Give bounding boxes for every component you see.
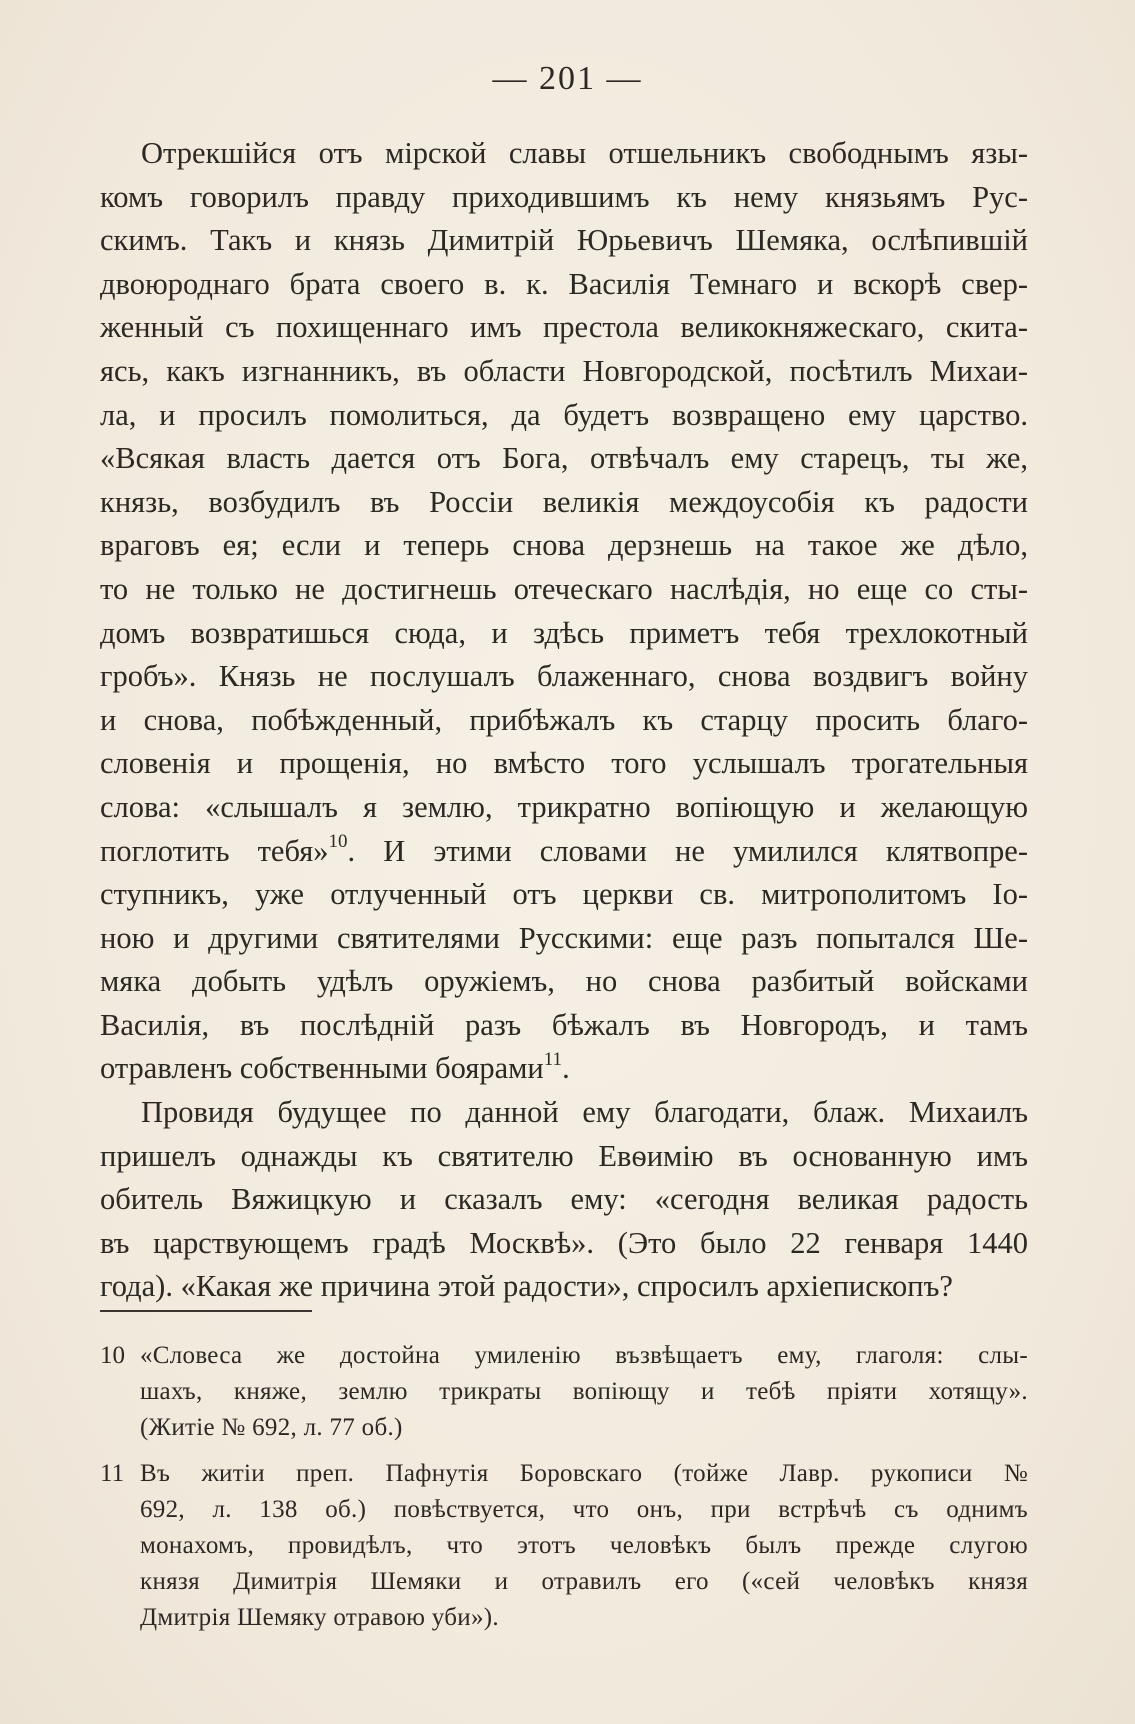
text-line-content: слова: «слышалъ я землю, трикратно вопіющую и желающую	[100, 789, 1028, 824]
text-line-content: «Всякая власть дается отъ Бога, отвѣчалъ ему старецъ, ты же,	[100, 441, 1028, 476]
text-line-content: въ царствующемъ градѣ Москвѣ». (Это было 22 генваря 1440	[100, 1225, 1028, 1260]
text-line-content: и снова, побѣжденный, прибѣжалъ къ старцу просить благо-	[100, 702, 1028, 737]
text-line-content: комъ говорилъ правду приходившимъ къ нему князьямъ Рус-	[100, 179, 1028, 214]
text-line	[100, 481, 1028, 525]
text-line-content: двоюроднаго брата своего в. к. Василія Темнаго и вскорѣ свер-	[100, 266, 1028, 301]
text-line-content: мяка добыть удѣлъ оружіемъ, но снова разбитый войсками	[100, 964, 1028, 999]
text-line-content: ла, и просилъ помолиться, да будетъ возвращено ему царство.	[100, 397, 1028, 432]
footnote-line: «Словеса же достойна умиленію възвѣщаетъ ему, глаголя: слы-	[140, 1342, 1028, 1369]
text-line-content: женный съ похищеннаго имъ престола великокняжескаго, скита-	[100, 310, 1028, 345]
text-line-content: словенія и прощенія, но вмѣсто того услышалъ трогательныя	[100, 746, 1028, 781]
text-line-content: пришелъ однажды къ святителю Евѳимію въ основанную имъ	[100, 1138, 1028, 1173]
text-line-content: обитель Вяжицкую и сказалъ ему: «сегодня великая радость	[100, 1182, 1028, 1217]
main-text	[100, 132, 1028, 1309]
footnote	[100, 1456, 1028, 1636]
text-line-content: отравленъ собственными боярами	[100, 1051, 544, 1086]
text-line	[100, 742, 1028, 786]
text-line-content: поглотить тебя»	[100, 833, 329, 868]
text-line	[100, 873, 1028, 917]
footnote-number: 11	[100, 1460, 125, 1487]
text-line-content: князь, возбудилъ въ Россіи великія междоусобія къ радости	[100, 484, 1028, 519]
footnotes	[100, 1338, 1028, 1646]
text-line-content: скимъ. Такъ и князь Димитрій Юрьевичъ Шемяка, ослѣпившій	[100, 223, 1028, 258]
text-line	[100, 699, 1028, 743]
text-line	[100, 1265, 1028, 1309]
footnote-line: князя Димитрія Шемяки и отравилъ его («сей человѣкъ князя	[140, 1568, 1028, 1595]
text-line	[100, 786, 1028, 830]
text-line	[100, 219, 1028, 263]
footnote-line: 692, л. 138 об.) повѣствуется, что онъ, при встрѣчѣ съ однимъ	[140, 1496, 1028, 1523]
footnote-number: 10	[100, 1342, 125, 1369]
text-line	[100, 306, 1028, 350]
text-line-continuation: .	[562, 1051, 570, 1086]
text-line	[100, 655, 1028, 699]
text-line	[100, 568, 1028, 612]
text-line-content: то не только не достигнешь отеческаго наслѣдія, но еще со сты-	[100, 571, 1028, 606]
text-line	[100, 612, 1028, 656]
text-line	[100, 1135, 1028, 1179]
text-line-content: гробъ». Князь не послушалъ блаженнаго, снова воздвигъ войну	[100, 659, 1028, 694]
text-line-content: ясь, какъ изгнанникъ, въ области Новгородской, посѣтилъ Михаи-	[100, 353, 1028, 388]
footnote	[100, 1338, 1028, 1446]
text-line	[100, 263, 1028, 307]
text-line	[100, 1004, 1028, 1048]
text-line-content: враговъ ея; если и теперь снова дерзнешь на такое же дѣло,	[100, 528, 1028, 563]
footnote-line: шахъ, княже, землю трикраты вопіющу и тебѣ пріяти хотящу».	[140, 1378, 1028, 1405]
text-line	[100, 524, 1028, 568]
text-line-content: домъ возвратишься сюда, и здѣсь приметъ тебя трехлокотный	[100, 615, 1028, 650]
text-line-content: Провидя будущее по данной ему благодати, блаж. Михаилъ	[141, 1095, 1028, 1130]
text-line	[100, 1178, 1028, 1222]
text-line	[100, 132, 1028, 176]
footnote-separator	[100, 1310, 312, 1312]
footnote-reference: 10	[328, 831, 348, 853]
text-line	[100, 960, 1028, 1004]
footnote-line: Въ житіи преп. Пафнутія Боровскаго (тойже Лавр. рукописи №	[140, 1460, 1028, 1487]
page-number: — 201 —	[492, 60, 643, 97]
text-line-content: Отрекшійся отъ мірской славы отшельникъ свободнымъ язы-	[141, 136, 1028, 170]
text-line	[100, 176, 1028, 220]
text-line	[100, 1222, 1028, 1266]
text-line	[100, 830, 1028, 874]
text-line	[100, 1091, 1028, 1135]
text-line-content: Василія, въ послѣдній разъ бѣжалъ въ Новгородъ, и тамъ	[100, 1007, 1028, 1042]
text-line	[100, 917, 1028, 961]
text-line-content: ступникъ, уже отлученный отъ церкви св. митрополитомъ Іо-	[100, 877, 1028, 912]
text-line	[100, 350, 1028, 394]
footnote-line: (Житіе № 692, л. 77 об.)	[140, 1414, 403, 1441]
text-line-content: ною и другими святителями Русскими: еще разъ попытался Ше-	[100, 920, 1028, 955]
text-line-continuation: . И этими словами не умилился клятвопре-	[347, 833, 1028, 868]
text-line	[100, 1047, 1028, 1091]
footnote-line: монахомъ, провидѣлъ, что этотъ человѣкъ былъ прежде слугою	[140, 1532, 1028, 1559]
text-line	[100, 437, 1028, 481]
text-line	[100, 394, 1028, 438]
footnote-line: Дмитрія Шемяку отравою уби»).	[140, 1604, 499, 1631]
text-line-content: года). «Какая же причина этой радости», спросилъ архіепископъ?	[100, 1269, 953, 1304]
footnote-reference: 11	[543, 1049, 563, 1071]
